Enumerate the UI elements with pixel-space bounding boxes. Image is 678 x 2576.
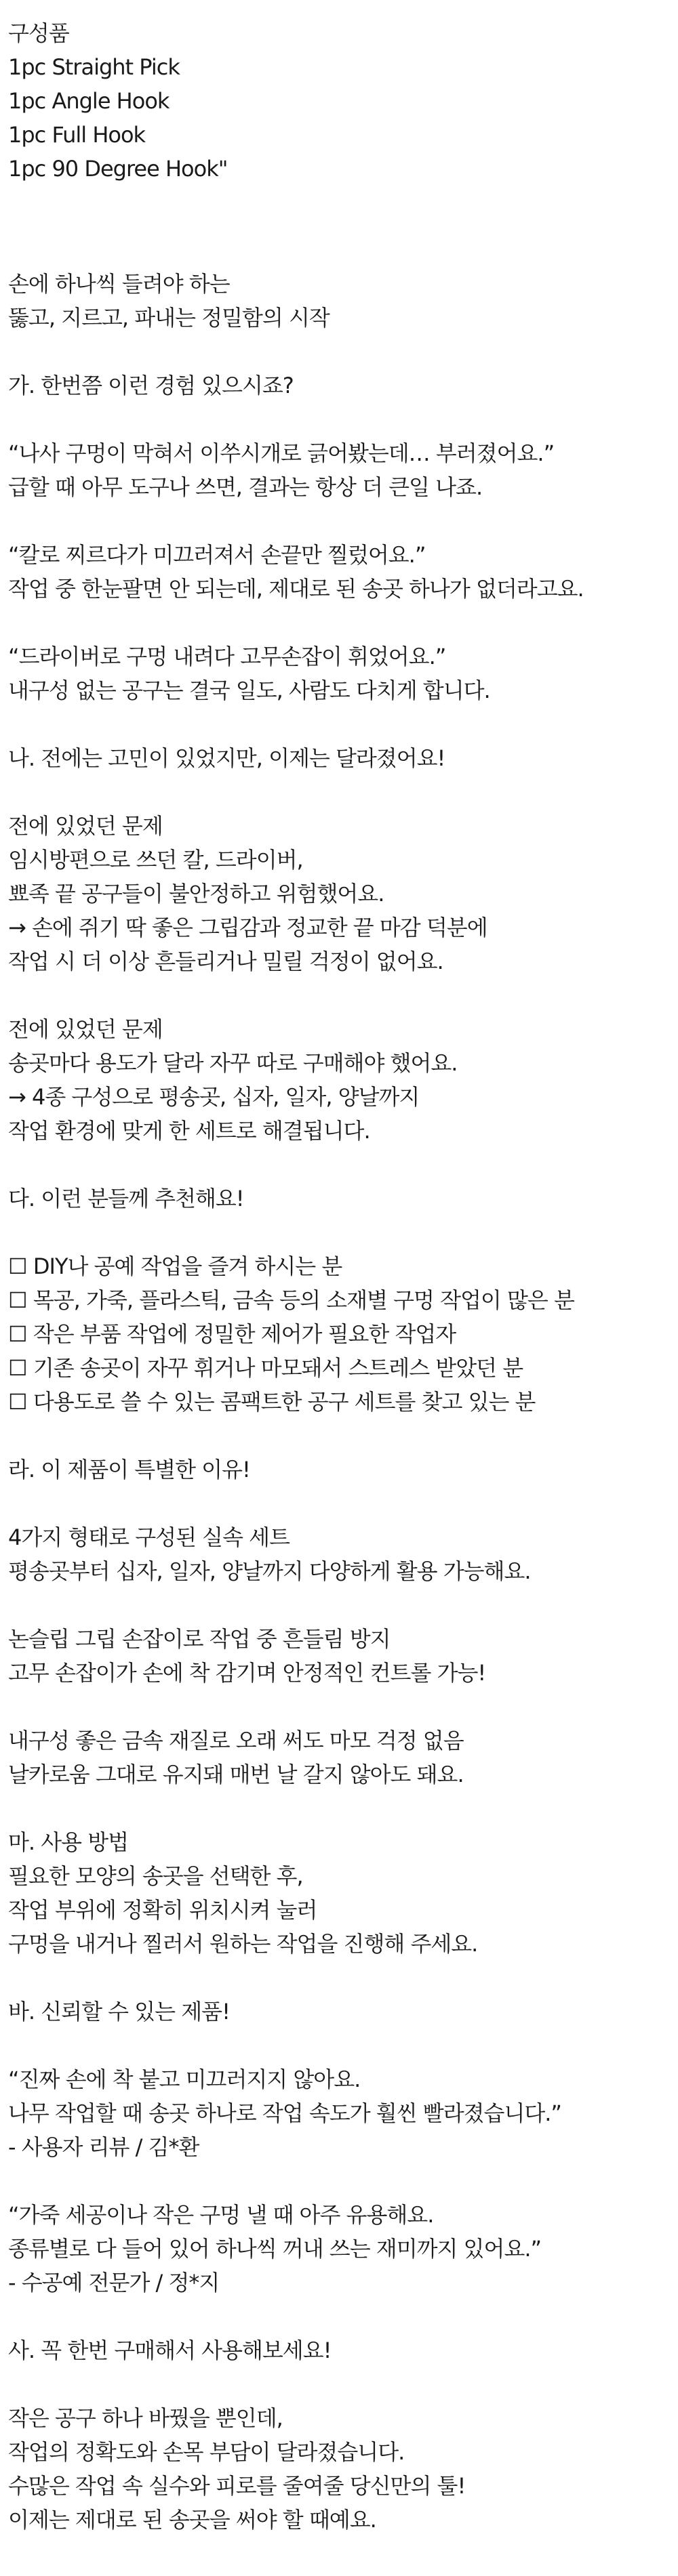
quote-line: “드라이버로 구멍 내려다 고무손잡이 휘었어요.” (8, 644, 446, 669)
paragraph-line: 논슬립 그립 손잡이로 작업 중 흔들림 방지 (8, 1626, 391, 1652)
review-line: 종류별로 다 들어 있어 하나씩 꺼내 쓰는 재미까지 있어요.” (8, 2236, 542, 2262)
paragraph-line: 이제는 제대로 된 송곳을 써야 할 때예요. (8, 2507, 376, 2533)
section-d-heading: 라. 이 제품이 특별한 이유! (8, 1457, 250, 1482)
paragraph-line: 송곳마다 용도가 달라 자꾸 따로 구매해야 했어요. (8, 1050, 458, 1076)
components-title: 구성품 (8, 20, 69, 46)
paragraph-line: 구멍을 내거나 찔러서 원하는 작업을 진행해 주세요. (8, 1931, 478, 1957)
checklist-item: ☐ 다용도로 쓸 수 있는 콤팩트한 공구 세트를 찾고 있는 분 (8, 1389, 536, 1415)
checklist-item: ☐ 목공, 가죽, 플라스틱, 금속 등의 소재별 구멍 작업이 많은 분 (8, 1287, 574, 1313)
component-item: 1pc Full Hook (8, 122, 146, 148)
checklist-item: ☐ DIY나 공예 작업을 즐겨 하시는 분 (8, 1253, 342, 1279)
section-a-heading: 가. 한번쯤 이런 경험 있으시죠? (8, 373, 294, 398)
paragraph-line: 작업 환경에 맞게 한 세트로 해결됩니다. (8, 1118, 370, 1144)
quote-line: 내구성 없는 공구는 결국 일도, 사람도 다치게 합니다. (8, 678, 490, 703)
section-c-heading: 다. 이런 분들께 추천해요! (8, 1186, 244, 1211)
quote-line: “나사 구멍이 막혀서 이쑤시개로 긁어봤는데… 부러졌어요.” (8, 440, 555, 466)
quote-line: 급할 때 아무 도구나 쓰면, 결과는 항상 더 큰일 나죠. (8, 474, 483, 500)
intro-line: 손에 하나씩 들려야 하는 (8, 271, 230, 297)
checklist-item: ☐ 작은 부품 작업에 정밀한 제어가 필요한 작업자 (8, 1321, 456, 1347)
review-line: “가죽 세공이나 작은 구멍 낼 때 아주 유용해요. (8, 2202, 434, 2228)
paragraph-line: 전에 있었던 문제 (8, 1016, 163, 1042)
section-e-heading: 마. 사용 방법 (8, 1829, 129, 1855)
product-description (8, 16, 670, 2537)
paragraph-line: 뾰족 끝 공구들이 불안정하고 위험했어요. (8, 881, 384, 907)
component-item: 1pc Straight Pick (8, 54, 180, 80)
intro-line: 뚫고, 지르고, 파내는 정밀함의 시작 (8, 305, 330, 331)
quote-line: “칼로 찌르다가 미끄러져서 손끝만 찔렀어요.” (8, 542, 426, 568)
paragraph-line: 수많은 작업 속 실수와 피로를 줄여줄 당신만의 툴! (8, 2473, 466, 2499)
paragraph-line: 전에 있었던 문제 (8, 813, 163, 839)
quote-line: 작업 중 한눈팔면 안 되는데, 제대로 된 송곳 하나가 없더라고요. (8, 576, 584, 602)
paragraph-line: 4가지 형태로 구성된 실속 세트 (8, 1524, 290, 1550)
paragraph-line: → 손에 쥐기 딱 좋은 그립감과 정교한 끝 마감 덕분에 (8, 915, 487, 940)
review-line: “진짜 손에 착 붙고 미끄러지지 않아요. (8, 2066, 361, 2092)
section-g-heading: 사. 꼭 한번 구매해서 사용해보세요! (8, 2338, 332, 2363)
paragraph-line: 내구성 좋은 금속 재질로 오래 써도 마모 걱정 없음 (8, 1728, 464, 1753)
paragraph-line: → 4종 구성으로 평송곳, 십자, 일자, 양날까지 (8, 1084, 420, 1110)
review-author: - 수공예 전문가 / 정*지 (8, 2270, 220, 2295)
paragraph-line: 작업의 정확도와 손목 부담이 달라졌습니다. (8, 2439, 405, 2465)
paragraph-line: 날카로움 그대로 유지돼 매번 날 갈지 않아도 돼요. (8, 1762, 464, 1787)
component-item: 1pc Angle Hook (8, 88, 170, 114)
section-f-heading: 바. 신뢰할 수 있는 제품! (8, 1999, 230, 2024)
paragraph-line: 고무 손잡이가 손에 착 감기며 안정적인 컨트롤 가능! (8, 1660, 486, 1686)
section-b-heading: 나. 전에는 고민이 있었지만, 이제는 달라졌어요! (8, 745, 445, 771)
review-author: - 사용자 리뷰 / 김*환 (8, 2134, 199, 2160)
paragraph-line: 작업 시 더 이상 흔들리거나 밀릴 걱정이 없어요. (8, 949, 443, 974)
checklist-item: ☐ 기존 송곳이 자꾸 휘거나 마모돼서 스트레스 받았던 분 (8, 1355, 523, 1381)
paragraph-line: 임시방편으로 쓰던 칼, 드라이버, (8, 847, 303, 873)
paragraph-line: 작은 공구 하나 바꿨을 뿐인데, (8, 2405, 283, 2431)
component-item: 1pc 90 Degree Hook" (8, 156, 228, 182)
paragraph-line: 필요한 모양의 송곳을 선택한 후, (8, 1863, 303, 1889)
paragraph-line: 작업 부위에 정확히 위치시켜 눌러 (8, 1897, 317, 1923)
review-line: 나무 작업할 때 송곳 하나로 작업 속도가 훨씬 빨라졌습니다.” (8, 2100, 562, 2126)
paragraph-line: 평송곳부터 십자, 일자, 양날까지 다양하게 활용 가능해요. (8, 1558, 531, 1584)
